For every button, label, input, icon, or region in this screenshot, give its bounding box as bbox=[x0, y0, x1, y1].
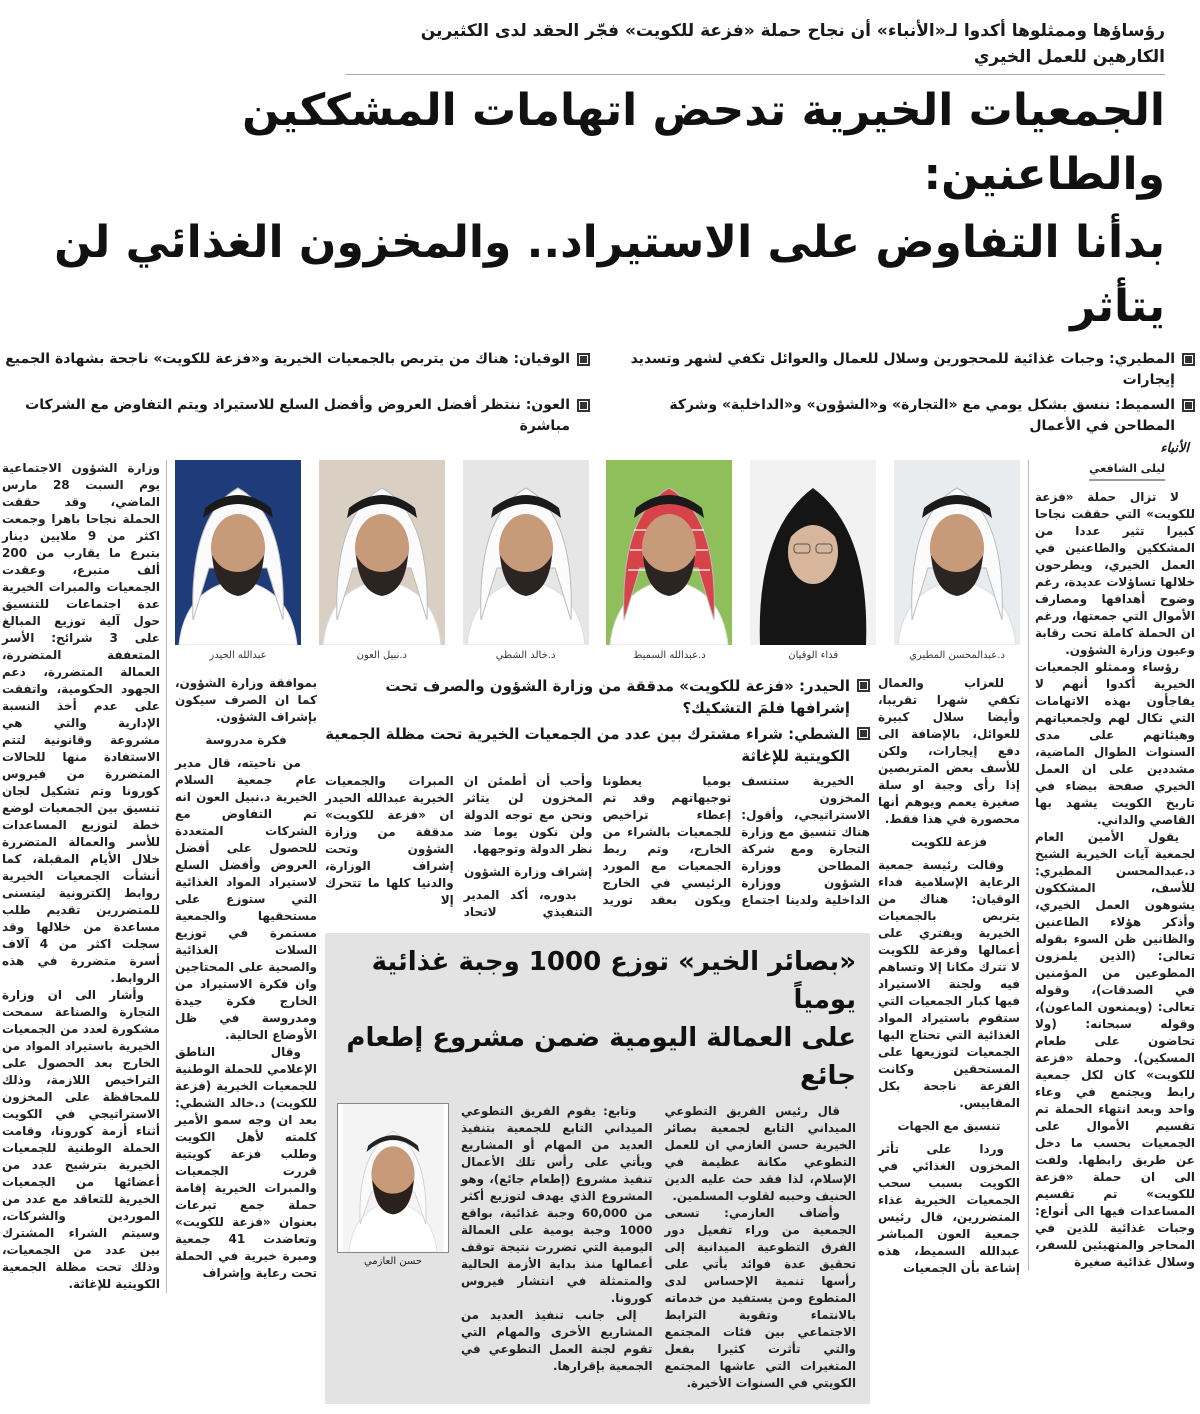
box-body bbox=[337, 1103, 856, 1392]
photo-caption: د.نبيل العون bbox=[356, 650, 407, 661]
portrait-photo bbox=[463, 460, 589, 645]
paragraph: يقول الأمين العام لجمعية آيات الخيرية الشيخ د.عبدالمحسن المطيري: للأسف، المشككون يشوهون العمل الخيري، وأذكر هؤلاء الطاعنين والظانين ظن السوء بقوله تعالى: (الذين يلمزون المطوعين من المؤمنين في الصدقات)، وقوله تعالى: (ويمنعون الماعون)، وقوله سبحانه: (ولا تحاضون على طعام المسكين). وحملة «فزعة للكويت» كان لكل جمعية رابط ويجتمع في وعاء واحد وبعد انتهاء الحملة تم تقسيم الأموال على الجمعيات بحسب ما دخل عن طريق رابطها. ولفت الى ان حملة «فزعة للكويت» تم تقسيم المساعدات فيها الى أنواع: وجبات غذائية للذين في المحاجر والمتهيئين للسفر، وسلال غذائية صغيرة bbox=[1035, 830, 1195, 1269]
portrait-photo bbox=[319, 460, 445, 645]
portrait-hijab-black-icon bbox=[750, 460, 876, 645]
paragraph: الخيرية ستنسف المخزون الاستراتيجي، وأقول: هناك تنسيق مع وزارة التجارة ومع شركة المطاحن ووزارة الشؤون ووزارة الداخلية ولدينا اجتماع يوميا يعطونا توجيهاتهم وقد تم إعطاء تراخيص للجمعيات بالشراء من الخارج، وتم ربط الجمعيات مع المورد الرئيسي في الخارج ويكون بعقد توريد وأحب أن أطمئن ان المخزون لن يتاثر ونحن مع توجه الدولة ولن نكون يوما ضد نظر الدولة وتوجهها. bbox=[463, 774, 870, 907]
paragraph: بدوره، أكد المدير التنفيذي لاتحاد المبرات والجمعيات الخيرية عبدالله الحيدر ان «فزعة للكويت» مدققة من وزارة الشؤون وتحت إشراف الوزارة، والدنيا كلها ما تتحرك إلا bbox=[325, 774, 593, 919]
portrait-item bbox=[894, 460, 1020, 663]
paragraph: رؤساء وممثلو الجمعيات الخيرية أكدوا أنهم لا يفاجأون بهذه الاتهامات التي تكال لهم ولجمعياتهم وهيئاتهم على مدى السنوات الطوال الماضية، مشددين على ان العمل الخيري صفحة بيضاء في تاريخ الكويت يشهد بها القاصي والداني. bbox=[1035, 660, 1195, 827]
bullet-text: الوقيان: هناك من يتربص بالجمعيات الخيرية و«فزعة للكويت» ناجحة بشهادة الجميع bbox=[5, 351, 570, 367]
paragraph: وتابع: يقوم الفريق التطوعي الميداني التابع للجمعية بتنفيذ العديد من المهام أو المشاريع ويأتي على رأس تلك الأعمال تنفيذ مشروع (إطعام جائع)، وهو المشروع الذي يهدف لتوزيع أكثر من 60,000 وجبة غذائية، بواقع 1000 وجبة يومية على العمالة اليومية التي تضررت نتيجة توقف أعمالها منذ بداية الأزمة الحالية والمتمثلة في انتشار فيروس كورونا. bbox=[461, 1104, 653, 1305]
square-bullet-icon bbox=[577, 399, 590, 412]
square-bullet-icon bbox=[577, 353, 590, 366]
photo-caption: د.عبدالمحسن المطيري bbox=[909, 650, 1005, 661]
box-headline-line-1: «بصائر الخير» توزع 1000 وجبة غذائية يومياً bbox=[371, 947, 856, 1015]
bullet-text: السميط: ننسق بشكل يومي مع «التجارة» و«الشؤون» و«الداخلية» وشركة المطاحن في الأعمال bbox=[669, 397, 1175, 434]
portrait-item bbox=[606, 460, 732, 663]
paragraph: وقال الناطق الإعلامي للحملة الوطنية للجمعيات الخيرية (فزعة للكويت) د.خالد الشطي: بعد ان وجه سمو الأمير كلمته لأهل الكويت وطلب فزعة كويتية قررت الجمعيات والمبرات الخيرية إقامة حملة جمع تبرعات بعنوان «فزعة للكويت» وتعاضدت 41 جمعية ومبرة خيرية في الحملة تحت رعاية وإشراف bbox=[175, 1045, 317, 1280]
section-subhead: فكرة مدروسة bbox=[205, 733, 287, 747]
portrait-ghutra-white-icon bbox=[319, 460, 445, 645]
paragraph: وأضاف العازمي: تسعى الجمعية من وراء تفعيل دور الفرق التطوعية الميدانية إلى تحقيق عدة فوائد يأتي على رأسها تنمية الإحساس لدى المتطوع ومن يستفيد من خدماته بالانتماء وتقوية الترابط الاجتماعي بين فئات المجتمع والتي تأثرت كثيرا بفعل المتغيرات التي عاشها المجتمع الكويتي في السنوات الأخيرة. bbox=[664, 1206, 856, 1390]
portrait-ghutra-white-icon bbox=[463, 460, 589, 645]
bullet-quote bbox=[5, 395, 590, 437]
subhead-text: الشطي: شراء مشترك بين عدد من الجمعيات الخيرية تحت مظلة الجمعية الكويتية للإغاثة bbox=[325, 725, 850, 765]
bullet-quote bbox=[5, 349, 590, 391]
quote-subhead bbox=[325, 675, 870, 719]
box-column-2 bbox=[461, 1103, 653, 1375]
square-bullet-icon bbox=[857, 679, 870, 692]
article-lower bbox=[175, 675, 1020, 1404]
box-headline bbox=[337, 943, 856, 1095]
portrait-ghutra-white-icon bbox=[338, 1104, 448, 1252]
photo-caption: عبدالله الحيدر bbox=[209, 650, 267, 661]
portrait-strip bbox=[175, 460, 1020, 663]
paragraph: للعزاب والعمال تكفي شهرا تقريبا، وأيضا سلال كبيرة للعوائل، بالإضافة الى دفع إيجارات، ولكن للأسف بعض المتربصين إذا رأى وجبة او سلة صغيرة يعمم ويوهم أنها محصورة في هذا فقط. bbox=[878, 676, 1020, 826]
paragraph: لا تزال حملة «فزعة للكويت» التي حققت نجاحا كبيرا تثير عددا من المشككين والطاعنين في العمل الخيري، ويطرحون خلالها تساؤلات عديدة، رغم وضوح أهدافها ومصارف الأموال التي جمعتها، ورغم ان الحملة كاملة تحت رقابة وعيون وزارة الشؤون. bbox=[1035, 490, 1195, 657]
photo-caption: فداء الوقيان bbox=[788, 650, 839, 661]
quote-subhead bbox=[325, 723, 870, 767]
portrait-item bbox=[175, 460, 301, 663]
paragraph: قال رئيس الفريق التطوعي الميداني التابع لجمعية بصائر الخيرية حسن العازمي ان للعمل التطوعي مكانة عظيمة في الإسلام، لذا فقد حث عليه الدين الحنيف وحببه لقلوب المسلمين. bbox=[664, 1104, 856, 1203]
article-column-2 bbox=[878, 675, 1020, 1277]
box-headline-line-2: على العمالة اليومية ضمن مشروع إطعام جائع bbox=[346, 1023, 856, 1091]
photo-caption: د.خالد الشطي bbox=[495, 650, 556, 661]
portrait-photo bbox=[337, 1103, 449, 1253]
portrait-photo bbox=[175, 460, 301, 645]
paragraph: إلى جانب تنفيذ العديد من المشاريع الأخرى والمهام التي تقوم لجنة العمل التطوعي في الجمعية بإقرارها. bbox=[461, 1308, 653, 1373]
byline: ليلى الشافعي bbox=[1089, 460, 1165, 481]
portrait-photo bbox=[894, 460, 1020, 645]
portrait-ghutra-white-icon bbox=[894, 460, 1020, 645]
section-subhead: فزعة للكويت bbox=[910, 835, 988, 849]
article-middle bbox=[325, 675, 870, 1404]
main-headline-line-2: بدأنا التفاوض على الاستيراد.. والمخزون الغذائي لن يتأثر bbox=[54, 217, 1165, 332]
portrait-photo bbox=[750, 460, 876, 645]
article-center bbox=[175, 460, 1020, 1404]
bullet-text: العون: ننتظر أفضل العروض وأفضل السلع للاستيراد ويتم التفاوض مع الشركات مباشرة bbox=[25, 397, 570, 434]
square-bullet-icon bbox=[1182, 353, 1195, 366]
bullet-quotes bbox=[5, 349, 1195, 437]
paragraph: وردا على تأثر المخزون الغذائي في الكويت بسبب سحب الجمعيات الخيرية غذاء المتضررين، قال رئيس جمعية العون المباشر عبدالله السميط، هذه إشاعة بأن الجمعيات bbox=[878, 1142, 1020, 1275]
photo-caption: حسن العازمي bbox=[363, 1256, 423, 1267]
kicker-headline: رؤساؤها وممثلوها أكدوا لـ«الأنباء» أن نجاح حملة «فزعة للكويت» فجّر الحقد لدى الكثيرين الكارهين للعمل الخيري bbox=[345, 18, 1165, 75]
article-column-1 bbox=[1028, 460, 1195, 1271]
boxed-story bbox=[325, 933, 870, 1404]
box-photo-block bbox=[337, 1103, 449, 1267]
photo-caption: د.عبدالله السميط bbox=[633, 650, 706, 661]
section-subhead: تنسيق مع الجهات bbox=[897, 1119, 1001, 1133]
article-body bbox=[2, 460, 1195, 1404]
paragraph: وقالت رئيسة جمعية الرعاية الإسلامية فداء الوقيان: هناك من يتربص بالجمعيات الخيرية ويفتري على أعمالها وفزعة للكويت لا تترك مكانا إلا وتساهم فيه ولجنة الاستيراد فيها كبار الجمعيات التي ستقوم باستيراد المواد الغذائية التي تحتاج اليها الجمعيات لتوزيعها على المستحقين وكانت الفزعة ناجحة بكل المقاييس. bbox=[878, 858, 1020, 1110]
article-column-left bbox=[2, 460, 167, 1293]
portrait-item bbox=[463, 460, 589, 663]
subhead-text: الحيدر: «فزعة للكويت» مدققة من وزارة الشؤون والصرف تحت إشرافها فلمَ التشكيك؟ bbox=[385, 677, 850, 717]
paragraph: وزارة الشؤون الاجتماعية يوم السبت 28 مارس الماضي، وقد حققت الحملة نجاحا باهرا وجمعت اكثر من 9 ملايين دينار بتبرع ما يقارب من 200 ألف متبرع، وعقدت الجمعيات والمبرات الخيرية عدة اجتماعات للتنسيق حول آلية توزيع المبالغ على 3 شرائح: الأسر المتعففة المتضررة، العمالة المتضررة، دعم الجهود الحكومية، واتفقت على عدم أخذ النسبة الإدارية والتي هي مشروعة وقانونية لتتم الاستفادة منها للحالات المتضررة من فيروس كورونا وتم تشكيل لجان تنسيق بين الجمعيات لوضع خطة لتوزيع المساعدات للأسر والعمالة المتضررة خلال الأيام المقبلة، كما أنشأت الجمعيات الخيرية روابط إلكترونية ليتسنى للمتضررين تقديم طلب مساعدة من خلالها وقد سجلت اكثر من 4 آلاف أسرة متضررة في هذه الروابط. bbox=[2, 461, 160, 985]
square-bullet-icon bbox=[857, 727, 870, 740]
paragraph: وأشار الى ان وزارة التجارة والصناعة سمحت مشكورة لعدد من الجمعيات الخيرية باستيراد المواد من الخارج بعد الحصول على التراخيص اللازمة، وذلك للمحافظة على المخزون الاستراتيجي في الكويت أثناء أزمة كورونا، وقامت الحملة الوطنية للجمعيات الخيرية بترشيح عدد من أعضائها من الجمعيات الخيرية للتعاقد مع عدد من الموردين والشركات، وسيتم الشراء المشترك بين عدد من الجمعيات، وذلك تحت مظلة الجمعية الكويتية للإغاثة. bbox=[2, 988, 160, 1291]
square-bullet-icon bbox=[1182, 399, 1195, 412]
portrait-item bbox=[319, 460, 445, 663]
article-middle-columns bbox=[325, 773, 870, 921]
box-column-1 bbox=[665, 1103, 857, 1392]
portrait-item bbox=[750, 460, 876, 663]
paragraph: بموافقة وزارة الشؤون، كما ان الصرف سيكون بإشراف الشؤون. bbox=[175, 676, 317, 724]
main-headline-line-1: الجمعيات الخيرية تدحض اتهامات المشككين والطاعنين: bbox=[242, 85, 1165, 200]
newspaper-logo: الأنباء bbox=[1160, 441, 1189, 456]
portrait-photo bbox=[606, 460, 732, 645]
bullet-quote bbox=[610, 349, 1195, 391]
portrait-ghutra-white-icon bbox=[175, 460, 301, 645]
paragraph: من ناحيته، قال مدير عام جمعية السلام الخيرية د.نبيل العون انه تم التفاوض مع الشركات المتعددة للحصول على أفضل العروض وأفضل السلع لاستيراد المواد الغذائية التي ستوزع على مستحقيها والجمعية مستمرة في توزيع السلات الغذائية والصحية على المحتاجين وان فكرة الاستيراد من الخارج فكرة جيدة ومدروسة في ظل الأوضاع الحالية. bbox=[175, 756, 317, 1042]
bullet-text: المطيري: وجبات غذائية للمحجورين وسلال للعمال والعوائل تكفي لشهر وتسديد إيجارات bbox=[630, 351, 1175, 388]
article-column-3 bbox=[175, 675, 317, 1282]
bullet-quote bbox=[610, 395, 1195, 437]
section-subhead: إشراف وزارة الشؤون bbox=[463, 865, 593, 879]
portrait-ghutra-red-icon bbox=[606, 460, 732, 645]
